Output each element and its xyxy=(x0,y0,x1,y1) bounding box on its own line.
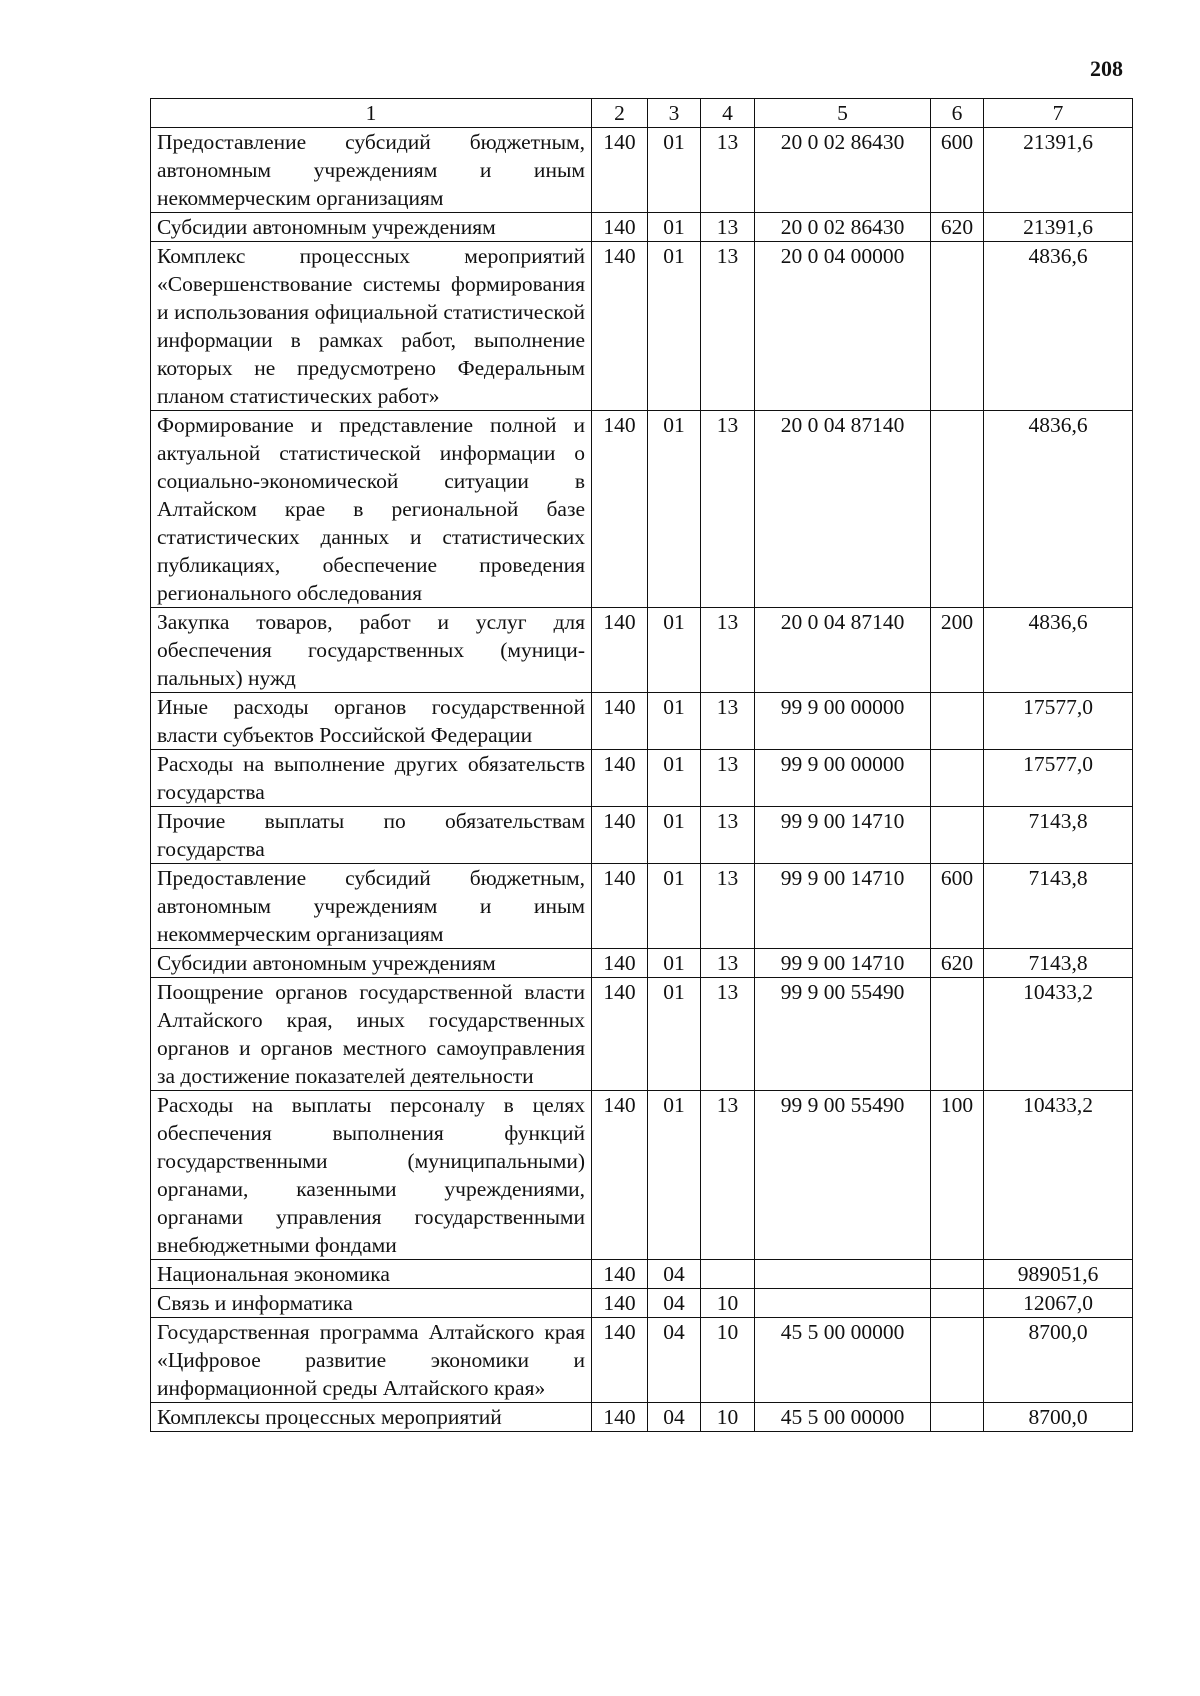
expense-type-cell xyxy=(931,411,984,608)
amount-cell: 12067,0 xyxy=(984,1289,1133,1318)
target-article-cell: 20 0 02 86430 xyxy=(755,128,931,213)
table-row xyxy=(151,1289,1133,1318)
ministry-code-cell: 140 xyxy=(592,1260,648,1289)
target-article-cell: 20 0 04 87140 xyxy=(755,608,931,693)
section-code-cell: 04 xyxy=(648,1318,701,1403)
header-col-2: 2 xyxy=(592,99,648,128)
expense-type-cell: 600 xyxy=(931,128,984,213)
table-row xyxy=(151,1318,1133,1403)
subsection-code-cell: 10 xyxy=(701,1289,755,1318)
target-article-cell: 99 9 00 14710 xyxy=(755,807,931,864)
ministry-code-cell: 140 xyxy=(592,1318,648,1403)
expense-type-cell xyxy=(931,1318,984,1403)
page-number: 208 xyxy=(1090,56,1123,81)
header-col-5: 5 xyxy=(755,99,931,128)
section-code-cell: 04 xyxy=(648,1260,701,1289)
subsection-code-cell: 10 xyxy=(701,1318,755,1403)
ministry-code-cell: 140 xyxy=(592,949,648,978)
target-article-cell: 99 9 00 00000 xyxy=(755,693,931,750)
expense-name-cell: Субсидии автономным учреждениям xyxy=(151,949,592,978)
section-code-cell: 04 xyxy=(648,1403,701,1432)
subsection-code-cell: 10 xyxy=(701,1403,755,1432)
expense-name-cell: Комплекс процессных мероприятий «Совершенствование системы формирования и использования официальной статистической информации в рамках работ, выполнение которых не предусмотрено Федеральным планом статистических работ» xyxy=(151,242,592,411)
subsection-code-cell: 13 xyxy=(701,411,755,608)
amount-cell: 7143,8 xyxy=(984,864,1133,949)
expense-type-cell xyxy=(931,1289,984,1318)
table-row xyxy=(151,242,1133,411)
expense-name-cell: Комплексы процессных мероприятий xyxy=(151,1403,592,1432)
expense-type-cell: 200 xyxy=(931,608,984,693)
subsection-code-cell: 13 xyxy=(701,608,755,693)
amount-cell: 4836,6 xyxy=(984,608,1133,693)
section-code-cell: 01 xyxy=(648,242,701,411)
ministry-code-cell: 140 xyxy=(592,128,648,213)
target-article-cell: 99 9 00 55490 xyxy=(755,1091,931,1260)
ministry-code-cell: 140 xyxy=(592,750,648,807)
table-row xyxy=(151,978,1133,1091)
expense-type-cell: 600 xyxy=(931,864,984,949)
ministry-code-cell: 140 xyxy=(592,978,648,1091)
section-code-cell: 01 xyxy=(648,864,701,949)
expense-name-cell: Предоставление субсидий бюджетным, автономным учреждениям и иным некоммерческим организациям xyxy=(151,864,592,949)
amount-cell: 10433,2 xyxy=(984,1091,1133,1260)
expense-name-cell: Субсидии автономным учреждениям xyxy=(151,213,592,242)
amount-cell: 7143,8 xyxy=(984,949,1133,978)
expense-name-cell: Формирование и представление полной и актуальной статистической информации о социально-экономической ситуации в Алтайском крае в региональной базе статистических данных и статистических публикациях, обеспечение проведения регионального обследования xyxy=(151,411,592,608)
subsection-code-cell: 13 xyxy=(701,750,755,807)
ministry-code-cell: 140 xyxy=(592,608,648,693)
target-article-cell: 20 0 04 00000 xyxy=(755,242,931,411)
section-code-cell: 04 xyxy=(648,1289,701,1318)
table-row xyxy=(151,750,1133,807)
ministry-code-cell: 140 xyxy=(592,693,648,750)
ministry-code-cell: 140 xyxy=(592,411,648,608)
expense-name-cell: Расходы на выплаты персоналу в целях обеспечения выполнения функций государственными (муниципальными) органами, казенными учреждениями, органами управления государственными внебюджетными фондами xyxy=(151,1091,592,1260)
header-col-4: 4 xyxy=(701,99,755,128)
section-code-cell: 01 xyxy=(648,807,701,864)
amount-cell: 8700,0 xyxy=(984,1318,1133,1403)
target-article-cell: 45 5 00 00000 xyxy=(755,1403,931,1432)
expense-name-cell: Иные расходы органов государственной власти субъектов Российской Федерации xyxy=(151,693,592,750)
header-col-7: 7 xyxy=(984,99,1133,128)
target-article-cell: 99 9 00 00000 xyxy=(755,750,931,807)
table-row xyxy=(151,1091,1133,1260)
section-code-cell: 01 xyxy=(648,411,701,608)
expense-name-cell: Расходы на выполнение других обязательств государства xyxy=(151,750,592,807)
amount-cell: 8700,0 xyxy=(984,1403,1133,1432)
target-article-cell xyxy=(755,1289,931,1318)
subsection-code-cell: 13 xyxy=(701,242,755,411)
header-col-1: 1 xyxy=(151,99,592,128)
amount-cell: 4836,6 xyxy=(984,411,1133,608)
expense-type-cell xyxy=(931,693,984,750)
table-body xyxy=(151,128,1133,1432)
subsection-code-cell xyxy=(701,1260,755,1289)
amount-cell: 17577,0 xyxy=(984,750,1133,807)
subsection-code-cell: 13 xyxy=(701,693,755,750)
table-row xyxy=(151,949,1133,978)
expense-name-cell: Закупка товаров, работ и услуг для обеспечения государственных (муниципальных) нужд xyxy=(151,608,592,693)
table-row xyxy=(151,1260,1133,1289)
expense-type-cell xyxy=(931,807,984,864)
table-row xyxy=(151,213,1133,242)
expense-name-cell: Предоставление субсидий бюджетным, автономным учреждениям и иным некоммерческим организациям xyxy=(151,128,592,213)
subsection-code-cell: 13 xyxy=(701,978,755,1091)
budget-table xyxy=(150,98,1133,1432)
subsection-code-cell: 13 xyxy=(701,213,755,242)
target-article-cell: 20 0 02 86430 xyxy=(755,213,931,242)
amount-cell: 4836,6 xyxy=(984,242,1133,411)
table-row xyxy=(151,864,1133,949)
expense-type-cell xyxy=(931,978,984,1091)
subsection-code-cell: 13 xyxy=(701,128,755,213)
header-col-3: 3 xyxy=(648,99,701,128)
expense-type-cell: 100 xyxy=(931,1091,984,1260)
target-article-cell: 99 9 00 55490 xyxy=(755,978,931,1091)
subsection-code-cell: 13 xyxy=(701,807,755,864)
amount-cell: 21391,6 xyxy=(984,213,1133,242)
subsection-code-cell: 13 xyxy=(701,864,755,949)
subsection-code-cell: 13 xyxy=(701,949,755,978)
table-row xyxy=(151,128,1133,213)
expense-type-cell: 620 xyxy=(931,949,984,978)
ministry-code-cell: 140 xyxy=(592,807,648,864)
target-article-cell: 99 9 00 14710 xyxy=(755,949,931,978)
amount-cell: 21391,6 xyxy=(984,128,1133,213)
expense-type-cell xyxy=(931,1403,984,1432)
expense-type-cell xyxy=(931,242,984,411)
expense-type-cell xyxy=(931,750,984,807)
table-row xyxy=(151,411,1133,608)
target-article-cell: 45 5 00 00000 xyxy=(755,1318,931,1403)
expense-name-cell: Прочие выплаты по обязательствам государства xyxy=(151,807,592,864)
section-code-cell: 01 xyxy=(648,213,701,242)
table-row xyxy=(151,608,1133,693)
ministry-code-cell: 140 xyxy=(592,213,648,242)
section-code-cell: 01 xyxy=(648,128,701,213)
section-code-cell: 01 xyxy=(648,1091,701,1260)
expense-type-cell xyxy=(931,1260,984,1289)
ministry-code-cell: 140 xyxy=(592,242,648,411)
amount-cell: 17577,0 xyxy=(984,693,1133,750)
table-header-row xyxy=(151,99,1133,128)
expense-name-cell: Национальная экономика xyxy=(151,1260,592,1289)
expense-name-cell: Связь и информатика xyxy=(151,1289,592,1318)
expense-name-cell: Поощрение органов государственной власти Алтайского края, иных государственных органов и органов местного самоуправления за достижение показателей деятельности xyxy=(151,978,592,1091)
ministry-code-cell: 140 xyxy=(592,864,648,949)
section-code-cell: 01 xyxy=(648,693,701,750)
table-row xyxy=(151,1403,1133,1432)
target-article-cell xyxy=(755,1260,931,1289)
expense-name-cell: Государственная программа Алтайского края «Цифровое развитие экономики и информационной среды Алтайского края» xyxy=(151,1318,592,1403)
section-code-cell: 01 xyxy=(648,978,701,1091)
section-code-cell: 01 xyxy=(648,750,701,807)
amount-cell: 7143,8 xyxy=(984,807,1133,864)
ministry-code-cell: 140 xyxy=(592,1289,648,1318)
amount-cell: 989051,6 xyxy=(984,1260,1133,1289)
ministry-code-cell: 140 xyxy=(592,1091,648,1260)
amount-cell: 10433,2 xyxy=(984,978,1133,1091)
header-col-6: 6 xyxy=(931,99,984,128)
table-row xyxy=(151,693,1133,750)
section-code-cell: 01 xyxy=(648,949,701,978)
ministry-code-cell: 140 xyxy=(592,1403,648,1432)
subsection-code-cell: 13 xyxy=(701,1091,755,1260)
table-row xyxy=(151,807,1133,864)
expense-type-cell: 620 xyxy=(931,213,984,242)
section-code-cell: 01 xyxy=(648,608,701,693)
target-article-cell: 20 0 04 87140 xyxy=(755,411,931,608)
target-article-cell: 99 9 00 14710 xyxy=(755,864,931,949)
